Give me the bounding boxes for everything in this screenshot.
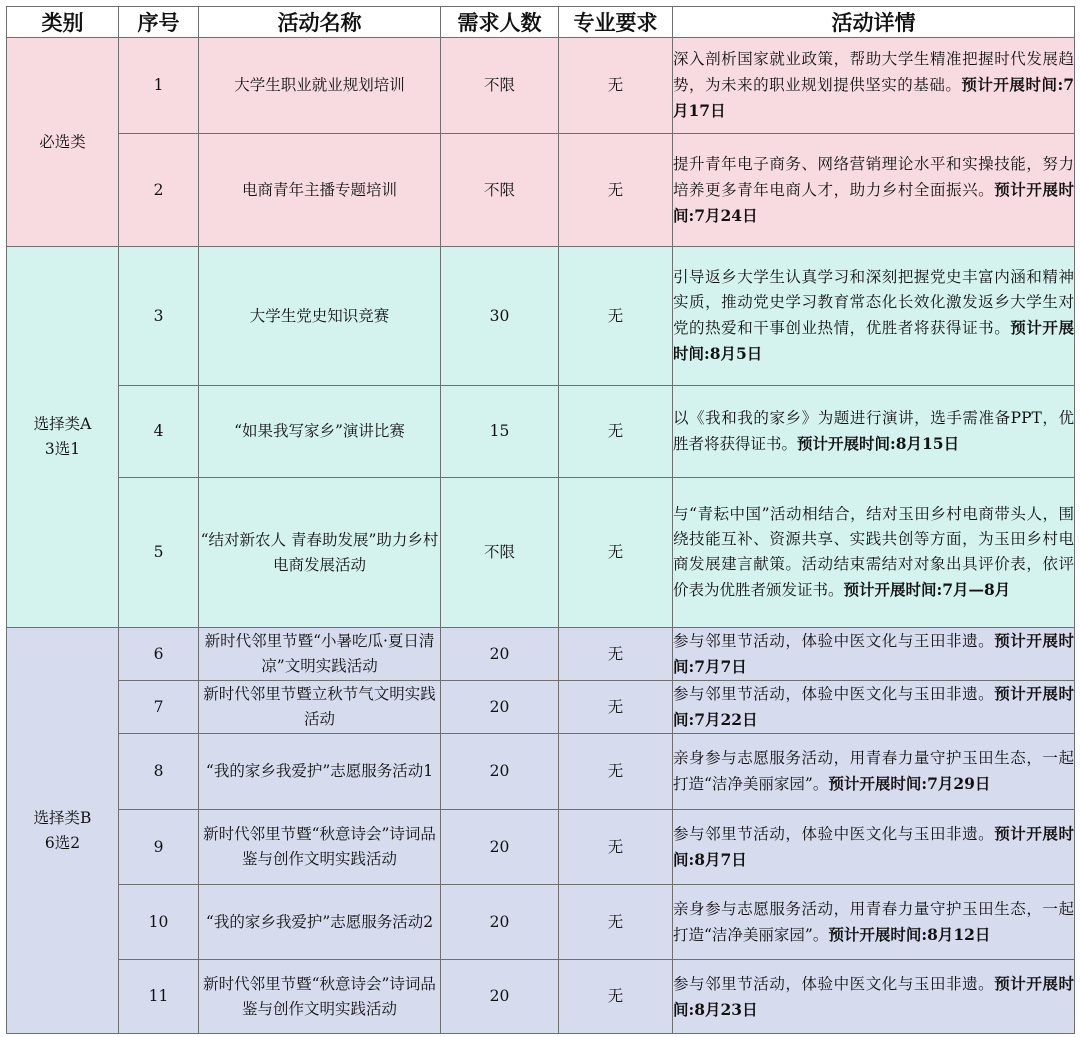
table-row [7,247,1075,386]
planned-time: 预计开展时间:8月15日 [797,434,960,453]
table-row [7,386,1075,478]
activity-details [673,247,1075,386]
details-text: 引导返乡大学生认真学习和深刻把握党史丰富内涵和精神实质，推动党史学习教育常态化长效化激发返乡大学生对党的热爱和干事创业热情，优胜者将获得证书。 [673,268,1074,337]
table-row [7,734,1075,810]
planned-time: 预计开展时间:7月17日 [673,75,1074,120]
major-requirement: 无 [559,247,673,386]
row-index: 9 [119,810,199,885]
header-category: 类别 [7,7,119,38]
headcount: 20 [441,960,559,1034]
planned-time: 预计开展时间:7月29日 [828,774,991,793]
activity-details [673,885,1075,960]
major-requirement: 无 [559,734,673,810]
activity-details [673,734,1075,810]
category-sublabel: 3选1 [44,440,81,458]
table-row [7,134,1075,247]
row-index: 6 [119,628,199,681]
activity-name: 新时代邻里节暨“秋意诗会”诗词品鉴与创作文明实践活动 [199,960,441,1034]
major-requirement: 无 [559,134,673,247]
table-row [7,628,1075,681]
details-text: 与“青耘中国”活动相结合，结对玉田乡村电商带头人，围绕技能互补、资源共享、实践共创等方面，为玉田乡村电商发展建言献策。活动结束需结对对象出具评价表，依评价表为优胜者颁发证书。 [673,505,1074,599]
details-text: 参与邻里节活动，体验中医文化与玉田非遗。 [673,685,995,703]
planned-time: 预计开展时间:7月24日 [673,179,1074,225]
details-text: 以《我和我的家乡》为题进行演讲，选手需准备PPT，优胜者将获得证书。 [673,409,1074,453]
activity-name: “如果我写家乡”演讲比赛 [199,386,441,478]
activity-name: 大学生职业就业规划培训 [199,38,441,134]
header-row [7,7,1075,38]
row-index: 1 [119,38,199,134]
details-text: 亲身参与志愿服务活动，用青春力量守护玉田生态，一起打造“洁净美丽家园”。 [673,899,1074,944]
major-requirement: 无 [559,628,673,681]
planned-time: 预计开展时间:8月7日 [673,824,1074,869]
activity-details [673,960,1075,1034]
activity-name: 电商青年主播专题培训 [199,134,441,247]
header-activity-name: 活动名称 [199,7,441,38]
header-headcount: 需求人数 [441,7,559,38]
planned-time: 预计开展时间:7月7日 [673,631,1074,676]
category-label: 必选类 [39,132,86,151]
major-requirement: 无 [559,38,673,134]
major-requirement: 无 [559,386,673,478]
details-text: 深入剖析国家就业政策，帮助大学生精准把握时代发展趋势，为未来的职业规划提供坚实的基础。 [673,50,1074,94]
headcount: 不限 [441,38,559,134]
row-index: 2 [119,134,199,247]
category-label: 选择类B [33,808,92,827]
planned-time: 预计开展时间:7月22日 [673,684,1074,729]
headcount: 20 [441,681,559,734]
category-option-a [7,247,119,628]
headcount: 20 [441,810,559,885]
row-index: 5 [119,478,199,628]
table-row [7,38,1075,134]
activity-name: “结对新农人 青春助发展”助力乡村电商发展活动 [199,478,441,628]
activity-table [6,6,1075,1034]
planned-time: 预计开展时间:8月12日 [828,924,991,944]
activity-name: 新时代邻里节暨立秋节气文明实践活动 [199,681,441,734]
headcount: 30 [441,247,559,386]
headcount: 不限 [441,134,559,247]
header-index: 序号 [119,7,199,38]
details-text: 参与邻里节活动，体验中医文化与王田非遗。 [673,632,995,650]
details-text: 参与邻里节活动，体验中医文化与玉田非遗。 [673,825,995,843]
planned-time: 预计开展时间:7月—8月 [843,580,1011,599]
headcount: 20 [441,734,559,810]
activity-details [673,38,1075,134]
table-row [7,681,1075,734]
row-index: 3 [119,247,199,386]
headcount: 15 [441,386,559,478]
activity-details [673,628,1075,681]
category-label: 选择类A [33,415,92,433]
activity-name: 新时代邻里节暨“秋意诗会”诗词品鉴与创作文明实践活动 [199,810,441,885]
table-row [7,960,1075,1034]
planned-time: 预计开展时间:8月5日 [673,318,1074,363]
category-required [7,38,119,247]
details-text: 提升青年电子商务、网络营销理论水平和实操技能，努力培养更多青年电商人才，助力乡村全面振兴。 [673,154,1074,199]
table-row [7,810,1075,885]
activity-details [673,386,1075,478]
row-index: 10 [119,885,199,960]
headcount: 不限 [441,478,559,628]
headcount: 20 [441,885,559,960]
activity-name: “我的家乡我爱护”志愿服务活动2 [199,885,441,960]
header-activity-details: 活动详情 [673,7,1075,38]
details-text: 亲身参与志愿服务活动，用青春力量守护玉田生态，一起打造“洁净美丽家园”。 [673,749,1074,793]
planned-time: 预计开展时间:8月23日 [673,973,1074,1019]
row-index: 7 [119,681,199,734]
table-row [7,478,1075,628]
row-index: 4 [119,386,199,478]
row-index: 11 [119,960,199,1034]
table-row [7,885,1075,960]
headcount: 20 [441,628,559,681]
activity-name: 新时代邻里节暨“小暑吃瓜·夏日清凉”文明实践活动 [199,628,441,681]
details-text: 参与邻里节活动，体验中医文化与玉田非遗。 [673,974,995,993]
activity-details [673,478,1075,628]
major-requirement: 无 [559,960,673,1034]
activity-details [673,681,1075,734]
major-requirement: 无 [559,810,673,885]
category-sublabel: 6选2 [44,833,81,852]
category-option-b [7,628,119,1034]
activity-name: “我的家乡我爱护”志愿服务活动1 [199,734,441,810]
activity-name: 大学生党史知识竞赛 [199,247,441,386]
major-requirement: 无 [559,681,673,734]
major-requirement: 无 [559,478,673,628]
activity-details [673,134,1075,247]
row-index: 8 [119,734,199,810]
activity-details [673,810,1075,885]
major-requirement: 无 [559,885,673,960]
header-major-requirement: 专业要求 [559,7,673,38]
